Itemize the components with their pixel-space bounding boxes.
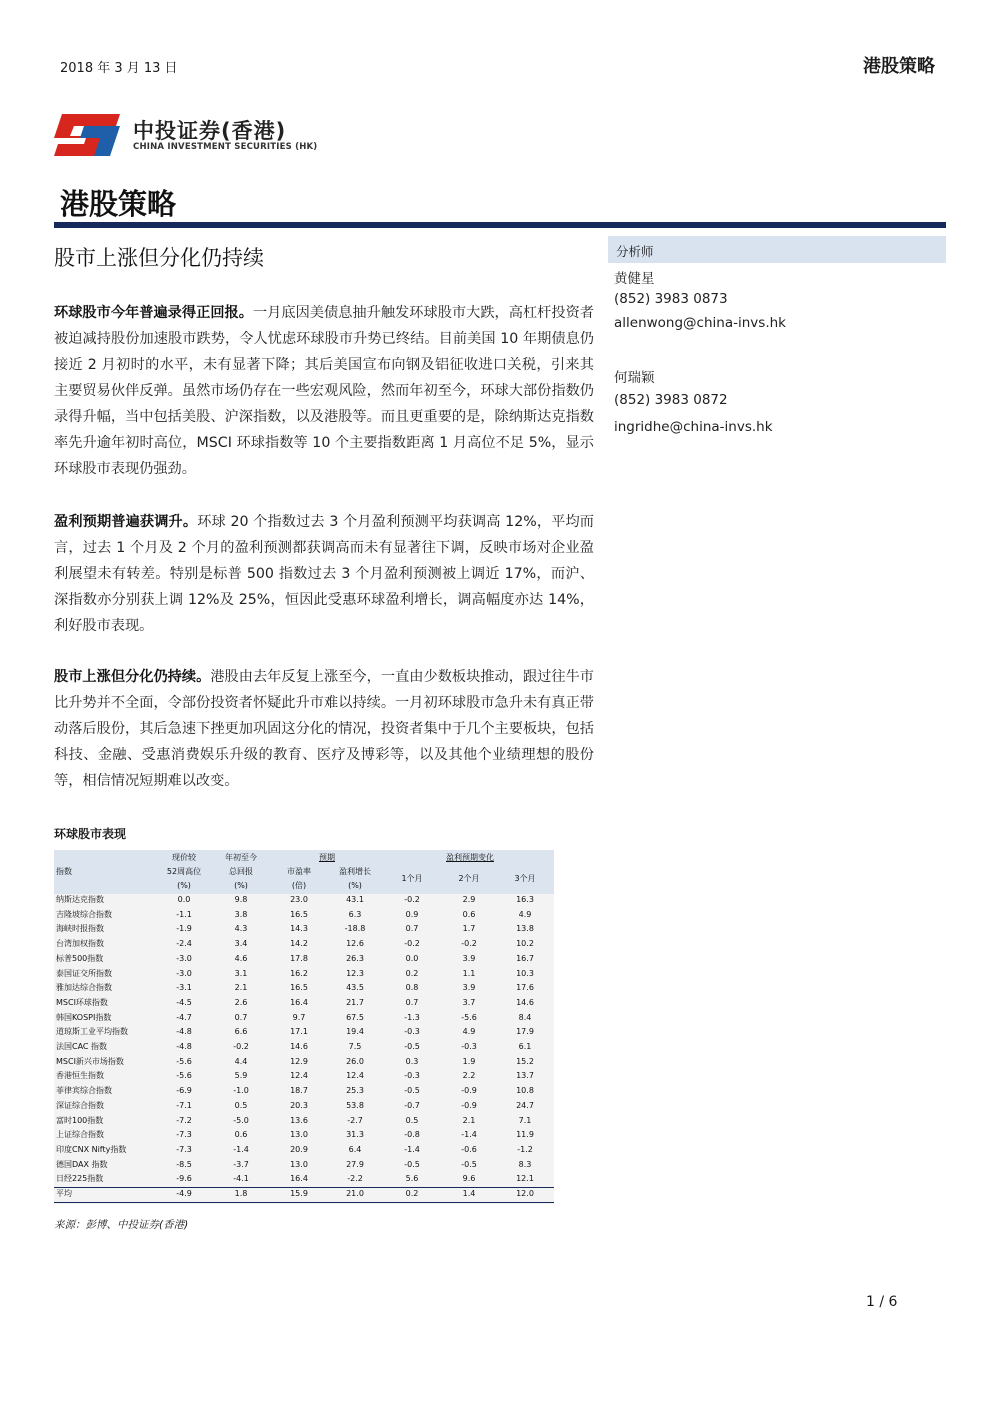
row-value: 16.7 xyxy=(516,953,534,963)
row-value: 1.4 xyxy=(462,1189,476,1198)
row-value: 10.3 xyxy=(516,968,534,978)
row-value: -1.2 xyxy=(517,1144,533,1154)
row-value: 8.3 xyxy=(518,1159,532,1169)
row-value: 13.0 xyxy=(290,1130,308,1140)
row-value: 15.2 xyxy=(516,1056,534,1066)
row-value: 0.8 xyxy=(405,983,419,993)
table-row xyxy=(54,893,554,908)
row-value: 6.1 xyxy=(518,1042,532,1051)
row-value: 17.9 xyxy=(516,1027,534,1037)
row-value: 13.7 xyxy=(516,1071,534,1081)
row-value: 18.7 xyxy=(290,1086,308,1096)
row-value: -3.1 xyxy=(176,983,192,993)
row-value: -0.5 xyxy=(404,1159,420,1169)
row-value: -7.3 xyxy=(176,1144,192,1154)
row-value: -1.4 xyxy=(461,1130,477,1140)
headline: 股市上涨但分化仍持续 xyxy=(54,246,264,270)
row-value: 0.0 xyxy=(405,953,419,963)
row-value: -0.3 xyxy=(404,1027,420,1037)
row-value: 9.8 xyxy=(234,895,248,904)
row-value: 10.8 xyxy=(516,1086,534,1096)
row-index-name: MSCI环球指数 xyxy=(56,997,108,1007)
row-value: 3.1 xyxy=(234,968,248,978)
paragraph-lead: 股市上涨但分化仍持续。 xyxy=(54,669,211,685)
analyst-header-bar xyxy=(608,236,946,263)
col-header-from-high: 现价较 52周高位 (%) xyxy=(166,853,202,890)
row-value: -0.2 xyxy=(404,939,420,949)
row-value: 0.2 xyxy=(405,968,419,978)
row-value: 14.2 xyxy=(290,939,308,949)
row-index-name: 韩国KOSPI指数 xyxy=(56,1012,112,1022)
row-value: 0.0 xyxy=(177,895,191,904)
row-index-name: 印度CNX Nifty指数 xyxy=(56,1144,127,1154)
row-value: 12.4 xyxy=(290,1071,308,1081)
row-value: 16.2 xyxy=(290,968,308,978)
paragraph-lead: 环球股市今年普遍录得正回报。 xyxy=(54,305,253,321)
row-value: 4.3 xyxy=(234,924,248,934)
table-row xyxy=(54,1069,554,1084)
table-row xyxy=(54,1025,554,1040)
row-value: 12.0 xyxy=(516,1189,534,1198)
row-value: 16.4 xyxy=(290,997,308,1007)
row-value: 20.9 xyxy=(290,1144,308,1154)
analyst-name: 何瑞颖 xyxy=(614,370,655,386)
row-value: 19.4 xyxy=(346,1027,364,1037)
row-index-name: 香港恒生指数 xyxy=(56,1071,104,1081)
row-index-name: 泰国证交所指数 xyxy=(56,968,112,978)
page-number: 1 / 6 xyxy=(866,1294,898,1310)
row-value: 4.9 xyxy=(518,909,532,919)
row-value: -4.1 xyxy=(233,1174,249,1184)
row-value: -1.0 xyxy=(233,1086,249,1096)
table-row xyxy=(54,1114,554,1129)
row-value: 17.8 xyxy=(290,953,308,963)
row-value: 17.1 xyxy=(290,1027,308,1037)
row-index-name: 雅加达综合指数 xyxy=(56,983,112,993)
row-index-name: 富时100指数 xyxy=(56,1115,104,1125)
row-index-name: 上证综合指数 xyxy=(56,1130,104,1140)
row-value: -0.3 xyxy=(461,1042,477,1051)
table-row xyxy=(54,952,554,967)
row-value: -1.9 xyxy=(176,924,192,934)
row-index-name: 台湾加权指数 xyxy=(56,939,104,949)
table-row xyxy=(54,1099,554,1114)
row-value: 1.9 xyxy=(462,1056,476,1066)
row-value: -0.6 xyxy=(461,1144,477,1154)
row-value: -1.4 xyxy=(404,1144,420,1154)
title-divider xyxy=(54,222,946,228)
table-row xyxy=(54,1040,554,1055)
row-value: -7.1 xyxy=(176,1100,192,1110)
row-value: 25.3 xyxy=(346,1086,364,1096)
row-value: -0.7 xyxy=(404,1100,420,1110)
row-value: -2.7 xyxy=(347,1115,363,1125)
row-value: 3.8 xyxy=(234,909,248,919)
row-value: 2.2 xyxy=(462,1071,476,1081)
table-row xyxy=(54,1084,554,1099)
row-index-name: 深证综合指数 xyxy=(56,1100,104,1110)
row-value: -0.8 xyxy=(404,1130,420,1140)
analyst-email[interactable]: ingridhe@china-invs.hk xyxy=(614,419,773,435)
row-value: 0.6 xyxy=(234,1130,248,1140)
document-title: 港股策略 xyxy=(60,187,177,221)
analyst-title: 分析师 xyxy=(616,244,654,259)
row-value: 5.9 xyxy=(234,1071,248,1081)
row-value: -9.6 xyxy=(176,1174,192,1184)
row-value: -1.1 xyxy=(176,909,192,919)
row-value: -0.3 xyxy=(404,1071,420,1081)
row-value: 21.0 xyxy=(346,1189,364,1198)
col-header-index: 指数 xyxy=(56,867,72,876)
row-value: -7.3 xyxy=(176,1130,192,1140)
report-date: 2018 年 3 月 13 日 xyxy=(60,61,178,76)
row-value: 7.1 xyxy=(518,1115,532,1125)
row-value: 17.6 xyxy=(516,983,534,993)
row-value: 43.1 xyxy=(346,895,364,904)
row-index-name: 菲律宾综合指数 xyxy=(56,1086,112,1096)
table-row xyxy=(54,908,554,923)
row-value: 4.9 xyxy=(462,1027,476,1037)
table-title: 环球股市表现 xyxy=(54,827,127,841)
row-value: 24.7 xyxy=(516,1100,534,1110)
row-index-name: MSCI新兴市场指数 xyxy=(56,1056,124,1066)
row-value: 0.7 xyxy=(234,1012,248,1022)
table-row xyxy=(54,1143,554,1158)
row-value: -1.4 xyxy=(233,1144,249,1154)
row-value: 12.4 xyxy=(346,1071,364,1081)
row-value: -18.8 xyxy=(344,924,366,934)
row-value: 13.6 xyxy=(290,1115,308,1125)
table-row xyxy=(54,922,554,937)
col-header-2m: 2个月 xyxy=(458,874,480,883)
table-average-row xyxy=(54,1187,554,1202)
row-value: -4.5 xyxy=(176,997,192,1007)
col-group-revision: 盈利预期变化 xyxy=(446,853,494,862)
col-header-1m: 1个月 xyxy=(401,874,423,883)
row-value: -4.8 xyxy=(176,1027,192,1037)
row-value: 16.5 xyxy=(290,983,308,993)
analyst-email[interactable]: allenwong@china-invs.hk xyxy=(614,315,786,331)
col-header-growth: 盈利增长 (%) xyxy=(339,867,371,890)
row-value: 53.8 xyxy=(346,1100,364,1110)
row-value: 1.8 xyxy=(234,1189,248,1198)
row-value: 1.7 xyxy=(462,924,476,934)
col-header-3m: 3个月 xyxy=(514,874,536,883)
row-value: -5.6 xyxy=(176,1071,192,1081)
row-value: -4.7 xyxy=(176,1012,192,1022)
row-value: 11.9 xyxy=(516,1130,534,1140)
row-index-name: 海峡时报指数 xyxy=(56,924,104,934)
row-value: 12.9 xyxy=(290,1056,308,1066)
row-value: 6.6 xyxy=(234,1027,248,1037)
row-value: 10.2 xyxy=(516,939,534,949)
analyst-phone: (852) 3983 0873 xyxy=(614,291,728,307)
row-value: -0.2 xyxy=(233,1042,249,1051)
row-value: 14.3 xyxy=(290,924,308,934)
row-value: -6.9 xyxy=(176,1086,192,1096)
row-value: 15.9 xyxy=(290,1189,308,1198)
row-value: 6.4 xyxy=(348,1144,362,1154)
row-index-name: 标普500指数 xyxy=(56,953,104,963)
row-value: 23.0 xyxy=(290,895,308,904)
row-value: 0.6 xyxy=(462,909,476,919)
row-value: 20.3 xyxy=(290,1100,308,1110)
row-value: -3.7 xyxy=(233,1159,249,1169)
row-value: -4.9 xyxy=(176,1189,192,1198)
row-value: -2.4 xyxy=(176,939,192,949)
row-value: 12.3 xyxy=(346,968,364,978)
row-value: 31.3 xyxy=(346,1130,364,1140)
row-value: 12.1 xyxy=(516,1174,534,1184)
row-value: 6.3 xyxy=(348,909,362,919)
row-value: 9.6 xyxy=(462,1174,476,1184)
row-value: 0.3 xyxy=(405,1056,419,1066)
paragraph-lead: 盈利预期普遍获调升。 xyxy=(54,514,198,530)
row-value: -5.6 xyxy=(176,1056,192,1066)
logo-name-en: CHINA INVESTMENT SECURITIES (HK) xyxy=(133,142,318,152)
row-value: 16.4 xyxy=(290,1174,308,1184)
row-value: 27.9 xyxy=(346,1159,364,1169)
row-value: -3.0 xyxy=(176,968,192,978)
row-value: -4.8 xyxy=(176,1042,192,1051)
row-index-name: 德国DAX 指数 xyxy=(56,1159,108,1169)
paragraph-text: 港股由去年反复上涨至今，一直由少数板块推动，跟过往牛市比升势并不全面，令部份投资者怀疑此升市难以持续。一月初环球股市急升未有真正带动落后股份，其后急速下挫更加巩固这分化的情况，投资者集中于几个主要板块，包括科技、金融、受惠消费娱乐升级的教育、医疗及博彩等，以及其他个业绩理想的股份等，相信情况短期难以改变。 xyxy=(54,669,594,789)
row-value: 26.3 xyxy=(346,953,364,963)
analyst-phone: (852) 3983 0872 xyxy=(614,392,728,408)
row-value: 2.6 xyxy=(234,997,248,1007)
row-value: 1.1 xyxy=(462,968,476,978)
row-value: 43.5 xyxy=(346,983,364,993)
row-value: -0.9 xyxy=(461,1100,477,1110)
col-group-forecast: 预期 xyxy=(319,853,335,862)
row-value: -1.3 xyxy=(404,1012,420,1022)
row-value: 3.9 xyxy=(462,953,476,963)
row-value: -0.5 xyxy=(404,1086,420,1096)
row-index-name: 日经225指数 xyxy=(56,1174,104,1184)
row-value: 16.5 xyxy=(290,909,308,919)
table-source: 来源：彭博、中投证券(香港) xyxy=(54,1219,189,1231)
paragraph-2 xyxy=(54,509,594,639)
row-value: -3.0 xyxy=(176,953,192,963)
row-value: 21.7 xyxy=(346,997,364,1007)
row-value: -7.2 xyxy=(176,1115,192,1125)
row-value: -0.2 xyxy=(404,895,420,904)
table-row xyxy=(54,1055,554,1070)
col-header-pe: 市盈率 (倍) xyxy=(287,867,311,890)
col-header-ytd: 年初至今 总回报 (%) xyxy=(225,853,257,890)
row-value: 2.1 xyxy=(234,983,248,993)
table-row xyxy=(54,1128,554,1143)
row-value: 67.5 xyxy=(346,1012,364,1022)
row-value: 4.4 xyxy=(234,1056,248,1066)
row-value: -2.2 xyxy=(347,1174,363,1184)
analyst-name: 黄健星 xyxy=(614,271,655,287)
row-value: -0.9 xyxy=(461,1086,477,1096)
row-index-name: 平均 xyxy=(56,1189,72,1198)
paragraph-3 xyxy=(54,664,594,794)
row-value: 5.6 xyxy=(405,1174,419,1184)
table-row xyxy=(54,1172,554,1187)
row-value: 2.9 xyxy=(462,895,476,904)
table-row xyxy=(54,967,554,982)
row-value: 0.5 xyxy=(234,1100,248,1110)
row-value: -5.0 xyxy=(233,1115,249,1125)
row-value: 3.4 xyxy=(234,939,248,949)
row-index-name: 法国CAC 指数 xyxy=(56,1042,108,1051)
row-value: 0.7 xyxy=(405,997,419,1007)
row-value: 14.6 xyxy=(516,997,534,1007)
row-value: 8.4 xyxy=(518,1012,532,1022)
row-value: -0.5 xyxy=(461,1159,477,1169)
logo-name-cn: 中投证券(香港) xyxy=(133,119,287,143)
average-divider xyxy=(54,1202,554,1203)
table-row xyxy=(54,996,554,1011)
row-value: 0.9 xyxy=(405,909,419,919)
row-value: -8.5 xyxy=(176,1159,192,1169)
row-value: 9.7 xyxy=(292,1012,306,1022)
paragraph-1 xyxy=(54,300,594,482)
paragraph-text: 环球 20 个指数过去 3 个月盈利预测平均获调高 12%，平均而言，过去 1 个月及 2 个月的盈利预测都获调高而未有显著往下调，反映市场对企业盈利展望未有转差。特别是标普 500 指数过去 3 个月盈利预测被上调近 17%，而沪、深指数亦分别获上调 12%及 25%，恒因此受惠环球盈利增长，调高幅度亦达 14%，利好股市表现。 xyxy=(54,514,594,634)
table-row xyxy=(54,981,554,996)
row-value: 13.0 xyxy=(290,1159,308,1169)
row-value: -5.6 xyxy=(461,1012,477,1022)
row-value: 12.6 xyxy=(346,939,364,949)
row-value: 0.7 xyxy=(405,924,419,934)
row-value: -0.2 xyxy=(461,939,477,949)
row-value: 0.2 xyxy=(405,1189,419,1198)
row-value: 13.8 xyxy=(516,924,534,934)
row-value: 2.1 xyxy=(462,1115,476,1125)
row-value: 4.6 xyxy=(234,953,248,963)
row-value: 14.6 xyxy=(290,1042,308,1051)
table-row xyxy=(54,1011,554,1026)
table-row xyxy=(54,1158,554,1173)
row-value: 0.5 xyxy=(405,1115,419,1125)
table-row xyxy=(54,937,554,952)
row-index-name: 纳斯达克指数 xyxy=(56,895,104,904)
row-value: 7.5 xyxy=(348,1042,362,1051)
row-index-name: 吉隆坡综合指数 xyxy=(56,909,112,919)
row-value: 3.7 xyxy=(462,997,476,1007)
header-category: 港股策略 xyxy=(863,56,935,77)
row-index-name: 道琼斯工业平均指数 xyxy=(56,1027,128,1037)
row-value: 26.0 xyxy=(346,1056,364,1066)
row-value: -0.5 xyxy=(404,1042,420,1051)
paragraph-text: 一月底因美债息抽升触发环球股市大跌，高杠杆投资者被迫减持股份加速股市跌势，令人忧虑环球股市升势已终结。目前美国 10 年期债息仍接近 2 月初时的水平，未有显著下降；其后美国宣布向钢及铝征收进口关税，引来其主要贸易伙伴反弹。虽然市场仍存在一些宏观风险，然而年初至今，环球大部份指数仍录得升幅，当中包括美股、沪深指数，以及港股等。而且更重要的是，除纳斯达克指数率先升逾年初时高位，MSCI 环球指数等 10 个主要指数距离 1 月高位不足 5%，显示环球股市表现仍强劲。 xyxy=(54,305,594,477)
row-value: 3.9 xyxy=(462,983,476,993)
row-value: 16.3 xyxy=(516,895,534,904)
